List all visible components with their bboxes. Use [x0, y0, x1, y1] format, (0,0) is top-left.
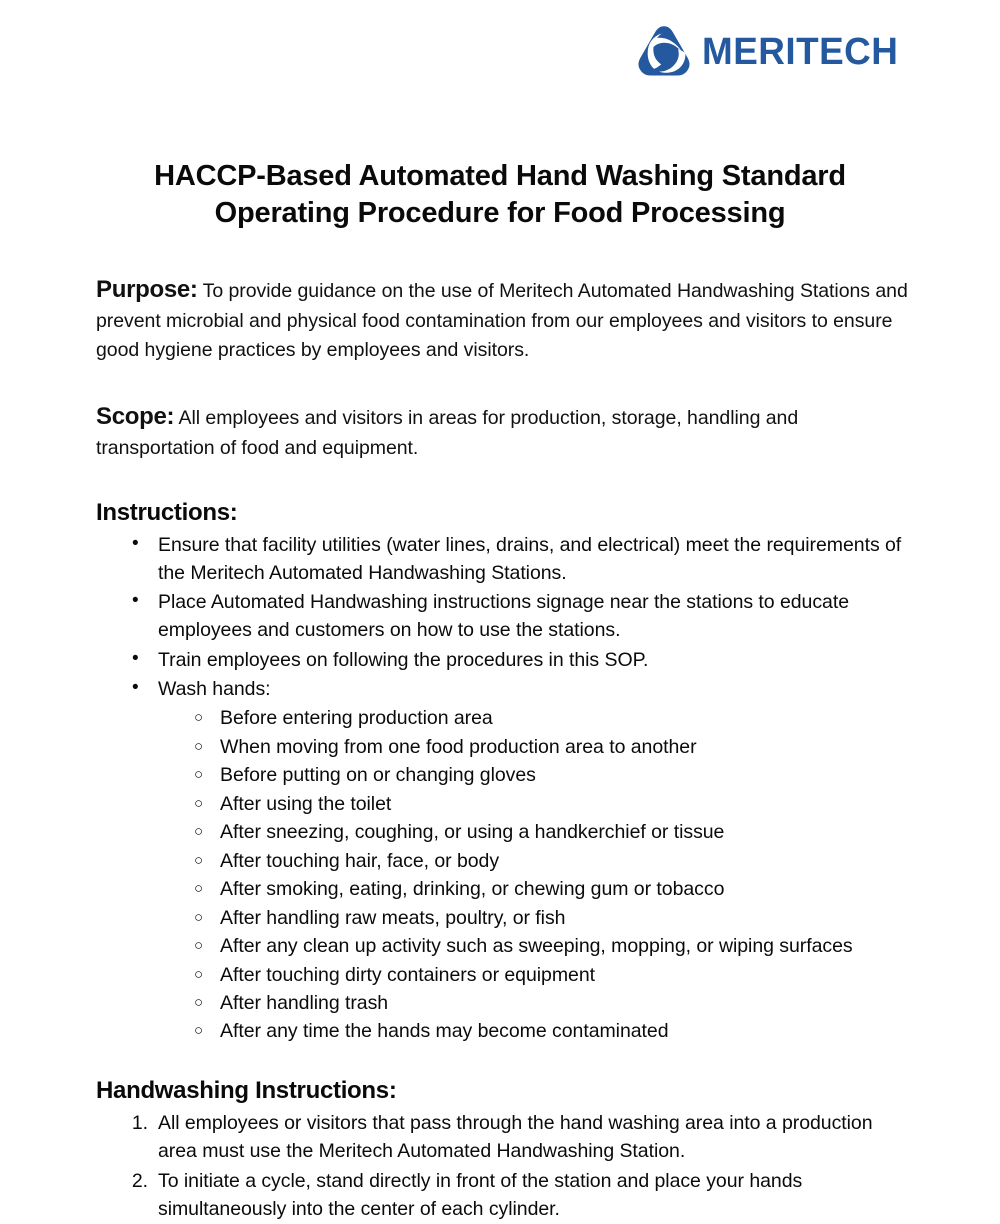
hollow-bullet-icon: ○	[194, 937, 204, 955]
purpose-text: To provide guidance on the use of Meritech Automated Handwashing Stations and prevent microbial and physical food contamination from our employees and visitors to ensure good hygiene practices by employees and visitors.	[96, 280, 908, 361]
list-item	[96, 588, 908, 645]
scope-text: All employees and visitors in areas for production, storage, handling and transportation of food and equipment.	[96, 406, 799, 459]
scope-paragraph	[96, 399, 908, 463]
handwashing-instructions-list	[96, 1109, 908, 1223]
list-item-label: When moving from one food production area to another	[220, 735, 697, 758]
list-item	[96, 531, 908, 588]
list-item	[158, 733, 908, 761]
list-item-label: After using the toilet	[220, 792, 392, 815]
list-item	[158, 989, 908, 1017]
list-item-label: After sneezing, coughing, or using a handkerchief or tissue	[220, 821, 725, 844]
list-item	[158, 704, 908, 732]
hollow-bullet-icon: ○	[194, 1022, 204, 1040]
hollow-bullet-icon: ○	[194, 823, 204, 841]
list-item-label: After any clean up activity such as sweeping, mopping, or wiping surfaces	[220, 935, 853, 958]
brand-header	[636, 24, 904, 80]
list-item	[158, 961, 908, 989]
hollow-bullet-icon: ○	[194, 794, 204, 812]
list-item-label: After handling raw meats, poultry, or fish	[220, 906, 566, 929]
list-item	[96, 646, 908, 674]
spacer	[96, 371, 908, 399]
list-number: 2.	[131, 1169, 148, 1192]
hollow-bullet-icon: ○	[194, 737, 204, 755]
list-item-label: Ensure that facility utilities (water lines, drains, and electrical) meet the requirements of the Meritech Automated Handwashing Stations.	[158, 533, 902, 584]
list-item-label: To initiate a cycle, stand directly in front of the station and place your hands simultaneously into the center of each cylinder.	[158, 1169, 803, 1220]
brand-wordmark: MERITECH	[701, 31, 898, 73]
hollow-bullet-icon: ○	[194, 965, 204, 983]
meritech-pinwheel-logo-icon	[636, 24, 692, 80]
hollow-bullet-icon: ○	[194, 908, 204, 926]
list-item-label: Train employees on following the procedures in this SOP.	[158, 648, 649, 671]
list-item-label: All employees or visitors that pass through the hand washing area into a production area must use the Meritech Automated Handwashing Station.	[158, 1112, 873, 1163]
list-item-label: After touching hair, face, or body	[220, 849, 500, 872]
list-item	[158, 818, 908, 846]
list-item	[158, 790, 908, 818]
wash-hands-list	[158, 704, 908, 1046]
list-item-label: Before entering production area	[220, 707, 493, 730]
list-item-label: Place Automated Handwashing instructions signage near the stations to educate employees and customers on how to use the stations.	[158, 591, 850, 642]
list-item-label: Wash hands:	[158, 678, 271, 701]
list-item	[158, 761, 908, 789]
bullet-icon: •	[132, 647, 139, 669]
list-item	[96, 675, 908, 1046]
page-title-line-2: Operating Procedure for Food Processing	[214, 197, 786, 230]
instructions-heading: Instructions:	[96, 498, 238, 526]
purpose-label: Purpose:	[96, 276, 198, 303]
spacer	[96, 1047, 908, 1075]
bullet-icon: •	[132, 590, 139, 612]
list-item	[158, 904, 908, 932]
hollow-bullet-icon: ○	[194, 709, 204, 727]
list-item-label: After touching dirty containers or equipment	[220, 963, 596, 986]
list-item	[96, 1109, 908, 1166]
list-item	[158, 847, 908, 875]
list-item	[158, 1017, 908, 1045]
purpose-paragraph	[96, 272, 908, 365]
list-item-label: Before putting on or changing gloves	[220, 764, 536, 787]
list-item	[96, 1167, 908, 1224]
list-item-label: After smoking, eating, drinking, or chewing gum or tobacco	[220, 878, 725, 901]
hollow-bullet-icon: ○	[194, 993, 204, 1011]
spacer	[96, 469, 908, 497]
list-number: 1.	[131, 1112, 148, 1135]
hollow-bullet-icon: ○	[194, 851, 204, 869]
page-title	[96, 158, 904, 233]
bullet-icon: •	[132, 677, 139, 699]
page-title-line-1: HACCP-Based Automated Hand Washing Standard	[154, 160, 846, 192]
list-item	[158, 932, 908, 960]
list-item-label: After any time the hands may become contaminated	[220, 1020, 669, 1043]
list-item	[158, 875, 908, 903]
hollow-bullet-icon: ○	[194, 766, 204, 784]
list-item-label: After handling trash	[220, 991, 389, 1014]
hollow-bullet-icon: ○	[194, 880, 204, 898]
handwashing-instructions-heading: Handwashing Instructions:	[96, 1076, 397, 1104]
scope-label: Scope:	[96, 402, 175, 430]
bullet-icon: •	[132, 532, 139, 554]
document-body	[96, 272, 908, 1224]
instructions-list	[96, 531, 908, 1046]
